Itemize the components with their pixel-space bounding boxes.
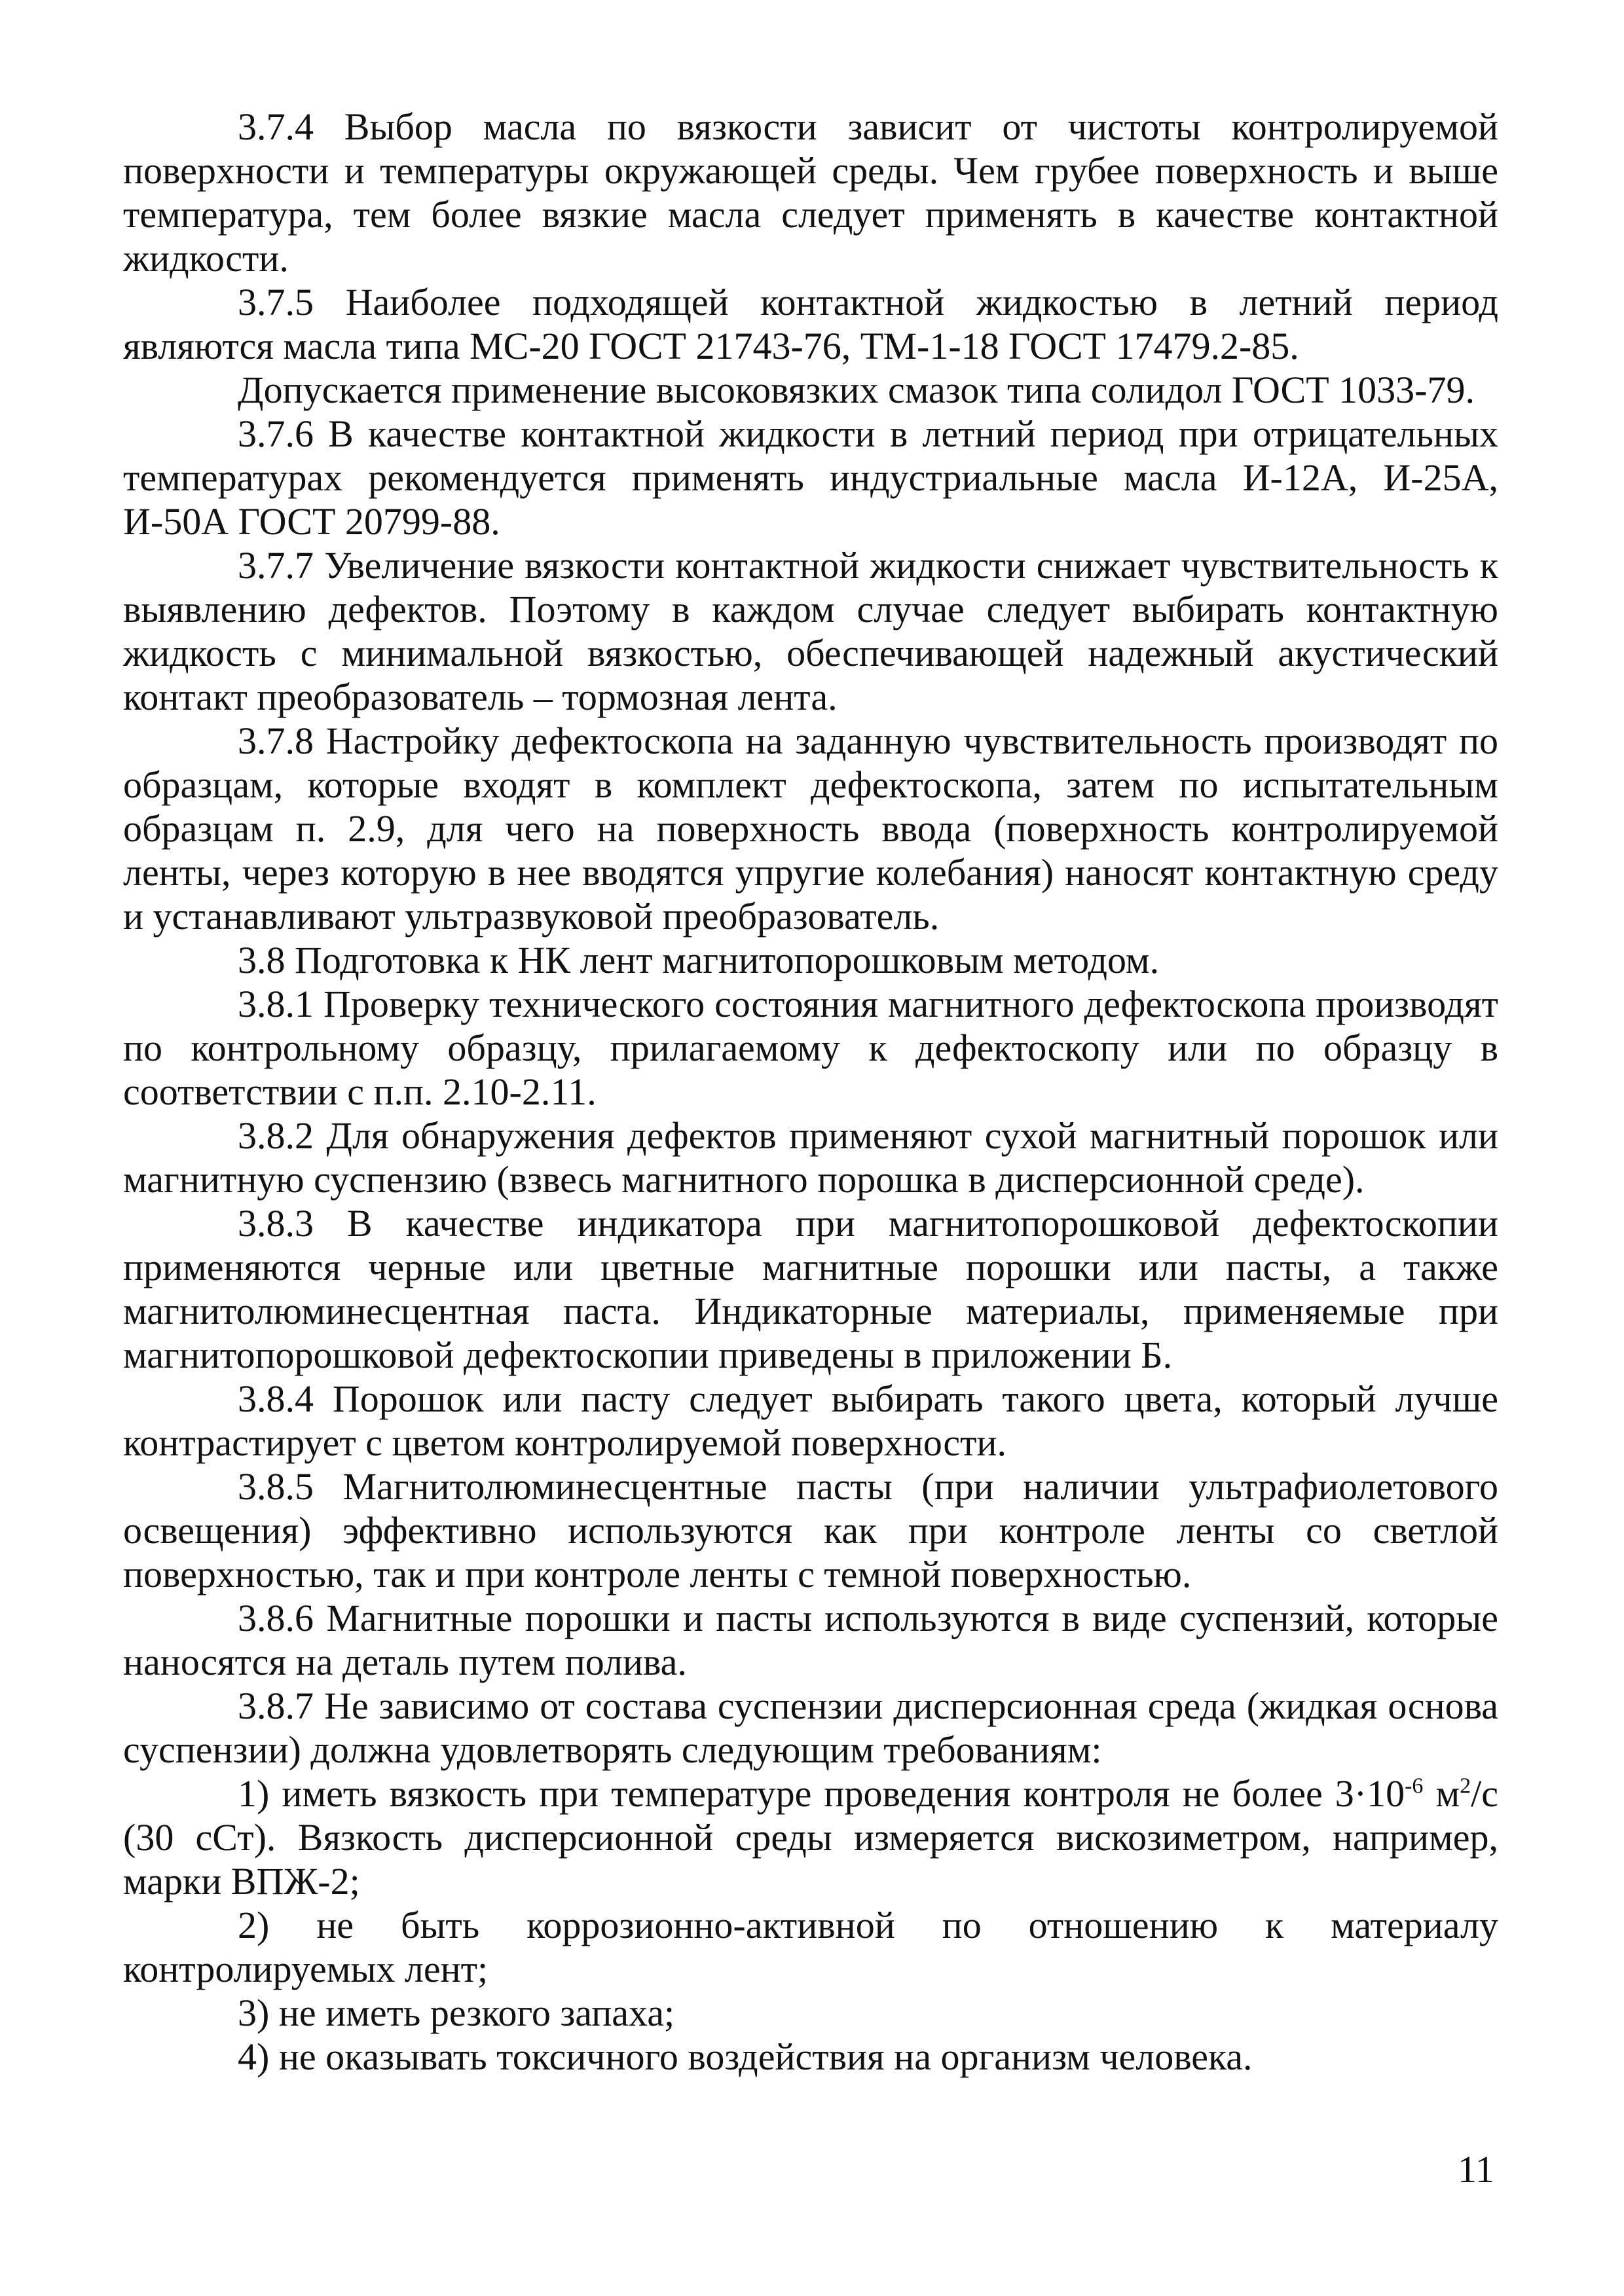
document-body: [123, 105, 1498, 2079]
paragraph-3-8-1: 3.8.1 Проверку технического состояния магнитного дефектоскопа производят по контрольному образцу, прилагаемому к дефектоскопу или по образцу в соответствии с п.п. 2.10-2.11.: [123, 983, 1498, 1113]
page-number: 11: [1458, 2148, 1494, 2191]
requirement-item-3: 3) не иметь резкого запаха;: [238, 1992, 675, 2034]
section-heading-3-8: 3.8 Подготовка к НК лент магнитопорошковым методом.: [238, 939, 1160, 981]
paragraph-3-8-7: 3.8.7 Не зависимо от состава суспензии дисперсионная среда (жидкая основа суспензии) должна удовлетворять следующим требованиям:: [123, 1685, 1498, 1771]
requirement-1-start: 1) иметь вязкость при температуре проведения контроля не более 3·10: [238, 1772, 1405, 1815]
paragraph-3-8-4: 3.8.4 Порошок или пасту следует выбирать такого цвета, который лучше контрастирует с цветом контролируемой поверхности.: [123, 1377, 1498, 1464]
paragraph-3-8-2: 3.8.2 Для обнаружения дефектов применяют сухой магнитный порошок или магнитную суспензию (взвесь магнитного порошка в дисперсионной среде).: [123, 1114, 1498, 1201]
requirement-item-1: [123, 1772, 1498, 1903]
paragraph-3-7-5-allowance: Допускается применение высоковязких смазок типа солидол ГОСТ 1033-79.: [238, 369, 1475, 411]
paragraph-3-8-6: 3.8.6 Магнитные порошки и пасты используются в виде суспензий, которые наносятся на деталь путем полива.: [123, 1597, 1498, 1683]
paragraph-3-7-7: 3.7.7 Увеличение вязкости контактной жидкости снижает чувствительность к выявлению дефектов. Поэтому в каждом случае следует выбирать контактную жидкость с минимальной вязкостью, обеспечивающей надежный акустический контакт преобразователь – тормозная лента.: [123, 544, 1498, 718]
paragraph-3-7-8: 3.7.8 Настройку дефектоскопа на заданную чувствительность производят по образцам, которые входят в комплект дефектоскопа, затем по испытательным образцам п. 2.9, для чего на поверхность ввода (поверхность контролируемой ленты, через которую в нее вводятся упругие колебания) наносят контактную среду и устанавливают ультразвуковой преобразователь.: [123, 720, 1498, 938]
paragraph-3-7-6: 3.7.6 В качестве контактной жидкости в летний период при отрицательных температурах рекомендуется применять индустриальные масла И-12А, И-25А, И-50А ГОСТ 20799-88.: [123, 412, 1498, 543]
requirement-item-2: 2) не быть коррозионно-активной по отношению к материалу контролируемых лент;: [123, 1904, 1498, 1990]
requirement-1-end: /с (30 сСт). Вязкость дисперсионной среды измеряется вискозиметром, например, марки ВПЖ-2;: [123, 1772, 1499, 1903]
paragraph-3-7-4: 3.7.4 Выбор масла по вязкости зависит от чистоты контролируемой поверхности и температуры окружающей среды. Чем грубее поверхность и выше температура, тем более вязкие масла следует применять в качестве контактной жидкости.: [123, 105, 1498, 280]
paragraph-3-8-5: 3.8.5 Магнитолюминесцентные пасты (при наличии ультрафиолетового освещения) эффективно используются как при контроле ленты со светлой поверхностью, так и при контроле ленты с темной поверхностью.: [123, 1465, 1498, 1595]
requirement-1-unit: м: [1423, 1772, 1460, 1815]
requirement-item-4: 4) не оказывать токсичного воздействия на организм человека.: [238, 2035, 1253, 2078]
requirement-1-unit-exponent: 2: [1460, 1774, 1471, 1798]
requirement-1-exponent: -6: [1405, 1774, 1424, 1798]
paragraph-3-7-5: 3.7.5 Наиболее подходящей контактной жидкостью в летний период являются масла типа МС-20 ГОСТ 21743-76, ТМ-1-18 ГОСТ 17479.2-85.: [123, 281, 1498, 367]
paragraph-3-8-3: 3.8.3 В качестве индикатора при магнитопорошковой дефектоскопии применяются черные или цветные магнитные порошки или пасты, а также магнитолюминесцентная паста. Индикаторные материалы, применяемые при магнитопорошковой дефектоскопии приведены в приложении Б.: [123, 1202, 1498, 1376]
